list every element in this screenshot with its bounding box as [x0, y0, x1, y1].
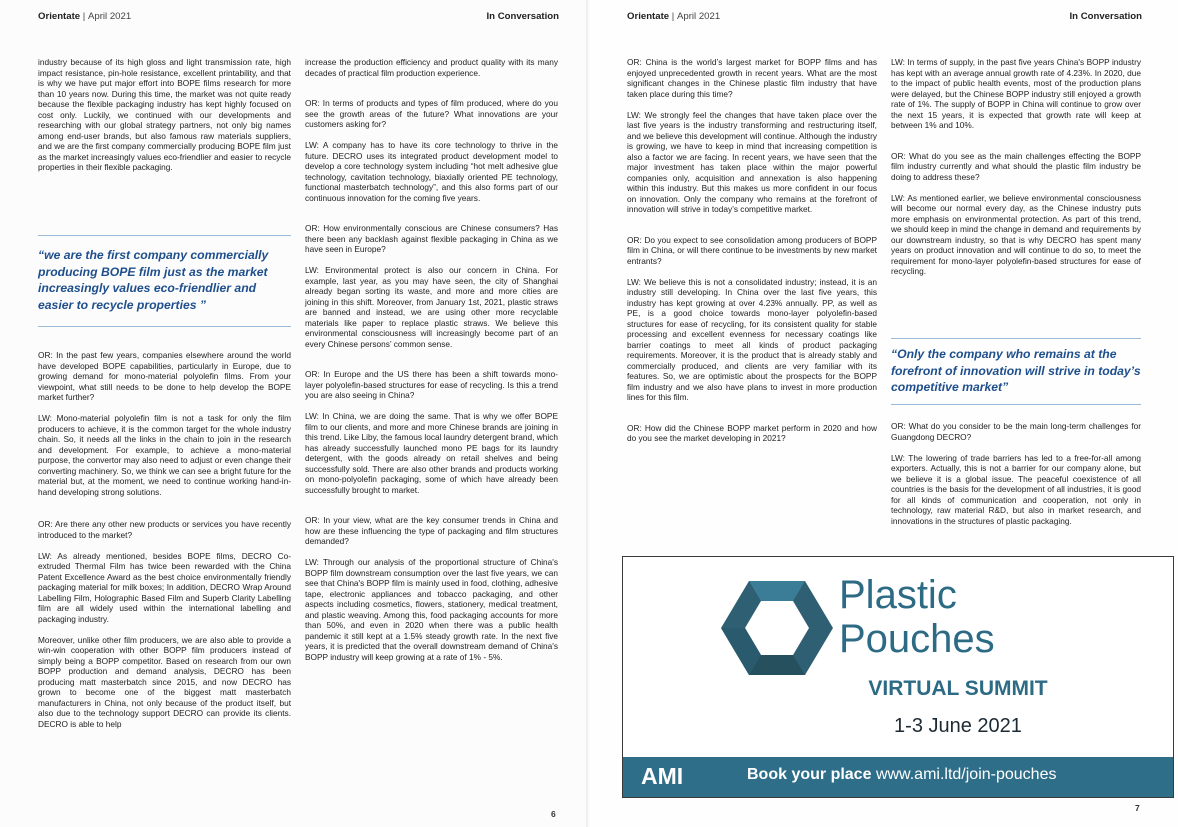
paragraph: industry because of its high gloss and light transmission rate, high impact resistance, pin-hole resistance, excellent printability, and that is why we have put major effort into BOPE films research for more than 10 years now. During this time, the market was not quite ready because the flexible packaging industry has kept highly focused on cost only. Luckily, we continued with our developments and researching with our global strategy partners, not only big names among end-user brands, but also famous raw materials suppliers, and we are the first company commercially producing BOPE film just as the market increasingly values eco-friendlier and easier to recycle properties in their flexible packaging.: [38, 57, 291, 172]
advert-dates: 1-3 June 2021: [894, 715, 1022, 737]
advert-title-line-2: Pouches: [839, 617, 995, 661]
question: OR: In Europe and the US there has been a shift towards mono-layer polyolefin-based structures for ease of recycling. Is this a trend you are also seeing in China?: [305, 369, 558, 400]
right-page-column-1: [627, 57, 877, 454]
left-page-column-1: [38, 57, 291, 183]
header-separator: |: [82, 11, 86, 22]
question: OR: China is the world’s largest market for BOPP films and has enjoyed unprecedented growth in recent years. What are the most significant changes in the Chinese plastic film industry that have taken place during this time?: [627, 57, 877, 99]
cta-url[interactable]: www.ami.ltd/join-pouches: [875, 766, 1057, 783]
section-title: In Conversation: [486, 11, 559, 22]
pull-quote-rule-top: [891, 338, 1141, 339]
paragraph: Moreover, unlike other film producers, we are also able to provide a win-win cooperation with other BOPP film producers instead of simply being a BOPP competitor. Based on research from our own BOPP production and demand analysis, DECRO has been producing matt masterbatch since 2015, and now DECRO has grown to become one of the biggest matt masterbatch manufacturers in China, not only because of the product itself, but also due to the technology support DECRO can provide its clients. DECRO is able to help: [38, 634, 291, 729]
answer: LW: As mentioned earlier, we believe environmental consciousness will become our normal every day, as the Chinese industry puts more emphasis on environmental protection. As part of this trend, we should keep in mind the change in demand and requirements by our downstream industry, so that is why DECRO has spent many years on product innovation and will continue to do so, to meet the requirement for mono-layer polyolefin-based structures for ease of recycling.: [891, 192, 1141, 276]
answer: LW: We strongly feel the changes that have taken place over the last five years is the industry transforming and restructuring itself, and we believe this development will continue. Although the industry is growing, we have to keep in mind that increasing competition is also a factor we are facing. In recent years, we have seen that the major investment has taken place within the major powerful companies only, acquisition and annexation is also happening within this industry. But this makes us more confident in our focus on innovation. Only the company who remains at the forefront of innovation will strive in today’s competitive market.: [627, 109, 877, 214]
hexagon-logo-icon: [721, 579, 833, 677]
issue-date: April 2021: [87, 11, 132, 22]
header-separator: |: [671, 11, 675, 22]
section-title: In Conversation: [1069, 11, 1142, 22]
advert-event-type: VIRTUAL SUMMIT: [868, 677, 1048, 700]
question: OR: Do you expect to see consolidation among producers of BOPP film in China, or will there continue to be investments by new market entrants?: [627, 234, 877, 266]
question: OR: What do you see as the main challenges effecting the BOPP film industry currently and what should the plastic film industry be doing to address these?: [891, 150, 1141, 182]
left-page-column-1-continued: [38, 350, 291, 740]
pull-quote-rule-top: [38, 235, 291, 236]
publication-name: Orientate: [627, 11, 670, 22]
right-page-column-2-continued: [891, 421, 1141, 537]
question: OR: In your view, what are the key consumer trends in China and how are these influencing the type of packaging and film structures demanded?: [305, 515, 558, 546]
advert-title-line-1: Plastic: [839, 573, 957, 617]
right-page-header: [627, 11, 720, 22]
question: OR: Are there any other new products or services you have recently introduced to the market?: [38, 519, 291, 540]
question: OR: In the past few years, companies elsewhere around the world have developed BOPE capabilities, particularly in Europe, due to growing demand for mono-material polyolefin films. From your viewpoint, what still needs to be done to help develop the BOPE market further?: [38, 350, 291, 402]
issue-date: April 2021: [676, 11, 721, 22]
page-number: 7: [1135, 803, 1140, 813]
paragraph: increase the production efficiency and product quality with its many decades of practical film production experience.: [305, 57, 558, 78]
question: OR: How environmentally conscious are Chinese consumers? Has there been any backlash against flexible packaging in China as we have seen in Europe?: [305, 223, 558, 254]
question: OR: How did the Chinese BOPP market perform in 2020 and how do you see the market developing in 2021?: [627, 422, 877, 443]
ami-logo: AMI: [641, 763, 684, 789]
answer: LW: In China, we are doing the same. That is why we offer BOPE film to our clients, and more and more Chinese brands are joining in this trend. Like Liby, the famous local laundry detergent brand, which has already successfully launched mono PE bags for its laundry detergent, with the goods already on retail shelves and being successfully sold. There are also other brands and products working on mono-polyolefin packaging, some of which have already been successfully brought to market.: [305, 411, 558, 495]
answer: LW: As already mentioned, besides BOPE films, DECRO Co-extruded Thermal Film has twice been rewarded with the China Patent Excellence Award as the best choice environmentally friendly packaging material for milk boxes; In addition, DECRO Wrap Around Labelling Film, Holographic Based Film and Superb Clarity Labelling film are all widely used within the international labelling and packaging industry.: [38, 550, 291, 624]
right-page-column-2: [891, 57, 1141, 287]
question: OR: What do you consider to be the main long-term challenges for Guangdong DECRO?: [891, 421, 1141, 442]
pull-quote-rule-bottom: [38, 326, 291, 327]
pull-quote: “we are the first company commercially producing BOPE film just as the market increasingly values eco-friendlier and easier to recycle properties ”: [38, 248, 269, 312]
answer: LW: Through our analysis of the proportional structure of China's BOPP film downstream consumption over the last five years, we can see that China's BOPP film is mainly used in food, clothing, adhesive tape, electronic appliances and tobacco packaging, and other aspects including cosmetics, flowers, stationery, medical treatment, and plastic weaving. Among this, food packaging accounts for more than 50%, and even in 2020 when there was a public health pandemic it still kept at a 1.5% steady growth rate. In the next five years, it is predicted that the overall downstream demand of China's BOPP industry will keep growing at a rate of 1% - 5%.: [305, 557, 558, 662]
advert-cta-link[interactable]: [747, 766, 1056, 784]
page-number: 6: [551, 809, 556, 819]
answer: LW: We believe this is not a consolidated industry; instead, it is an industry still developing. In China over the last five years, this industry has kept growing at over 4.23% annually. PP, as well as PE, is a good choice towards mono-layer polyolefin-based structures for ease of recycling, for its consistent quality for stable processing and excellent evenness for necessary coatings like barrier coatings to meet all kinds of product packaging requirements. Moreover, it is the product that is already stably and commercially produced, and clients are very familiar with its features. So, we are optimistic about the prospects for the BOPP film industry and we also have plans to invest in more production lines for this film.: [627, 276, 877, 402]
pull-quote: “Only the company who remains at the forefront of innovation will strive in today’s competitive market”: [891, 347, 1141, 394]
pull-quote-rule-bottom: [891, 404, 1141, 405]
left-page-header: [38, 11, 131, 22]
question: OR: In terms of products and types of film produced, where do you see the growth areas of the future? What innovations are your customers asking for?: [305, 98, 558, 129]
cta-label: Book your place: [747, 766, 872, 783]
left-page-column-2: [305, 57, 558, 673]
answer: LW: In terms of supply, in the past five years China's BOPP industry has kept with an average annual growth rate of 4.23%. In 2020, due to the impact of public health events, most of the production plans were delayed, but the Chinese BOPP industry still enjoyed a growth rate of 1%. The supply of BOPP in China will continue to grow over the next 15 years, it is expected that growth rate will keep at between 1% and 10%.: [891, 57, 1141, 130]
answer: LW: A company has to have its core technology to thrive in the future. DECRO uses its integrated product development model to develop a core technology system including “hot melt adhesive glue technology, cavitation technology, biaxially oriented PE technology, functional masterbatch technology”, and this also forms part of our continuous innovation for the coming five years.: [305, 140, 558, 203]
event-advert[interactable]: [622, 556, 1174, 798]
answer: LW: Environmental protect is also our concern in China. For example, last year, as you may have seen, the city of Shanghai already began sorting its waste, and more and more cities are joining in this shift. Moreover, from January 1st, 2021, plastic straws are banned and instead, we are using other more recyclable materials like paper to replace plastic straws. We believe this environmental consciousness will increasingly become part of an every Chinese persons’ common sense.: [305, 265, 558, 349]
answer: LW: The lowering of trade barriers has led to a free-for-all among exporters. Actually, this is not a barrier for our company alone, but we believe it is a global issue. The peaceful coexistence of all countries is the basis for the development of all industries, it is good for all kinds of communication and cooperation, not only in technology, raw material R&D, but also in market research, and innovations in the structures of plastic packaging.: [891, 452, 1141, 526]
publication-name: Orientate: [38, 11, 81, 22]
answer: LW: Mono-material polyolefin film is not a task for only the film producers to achieve, it is the common target for the whole industry chain. So, it needs all the links in the chain to join in the research and development. For example, to achieve a mono-material purpose, the convertor may also need to adjust or even change their converting machinery. So, we think we can see a bright future for the material but, at the moment, we need to continue working hand-in-hand developing strong solutions.: [38, 413, 291, 497]
advert-cta-bar[interactable]: [623, 757, 1173, 797]
